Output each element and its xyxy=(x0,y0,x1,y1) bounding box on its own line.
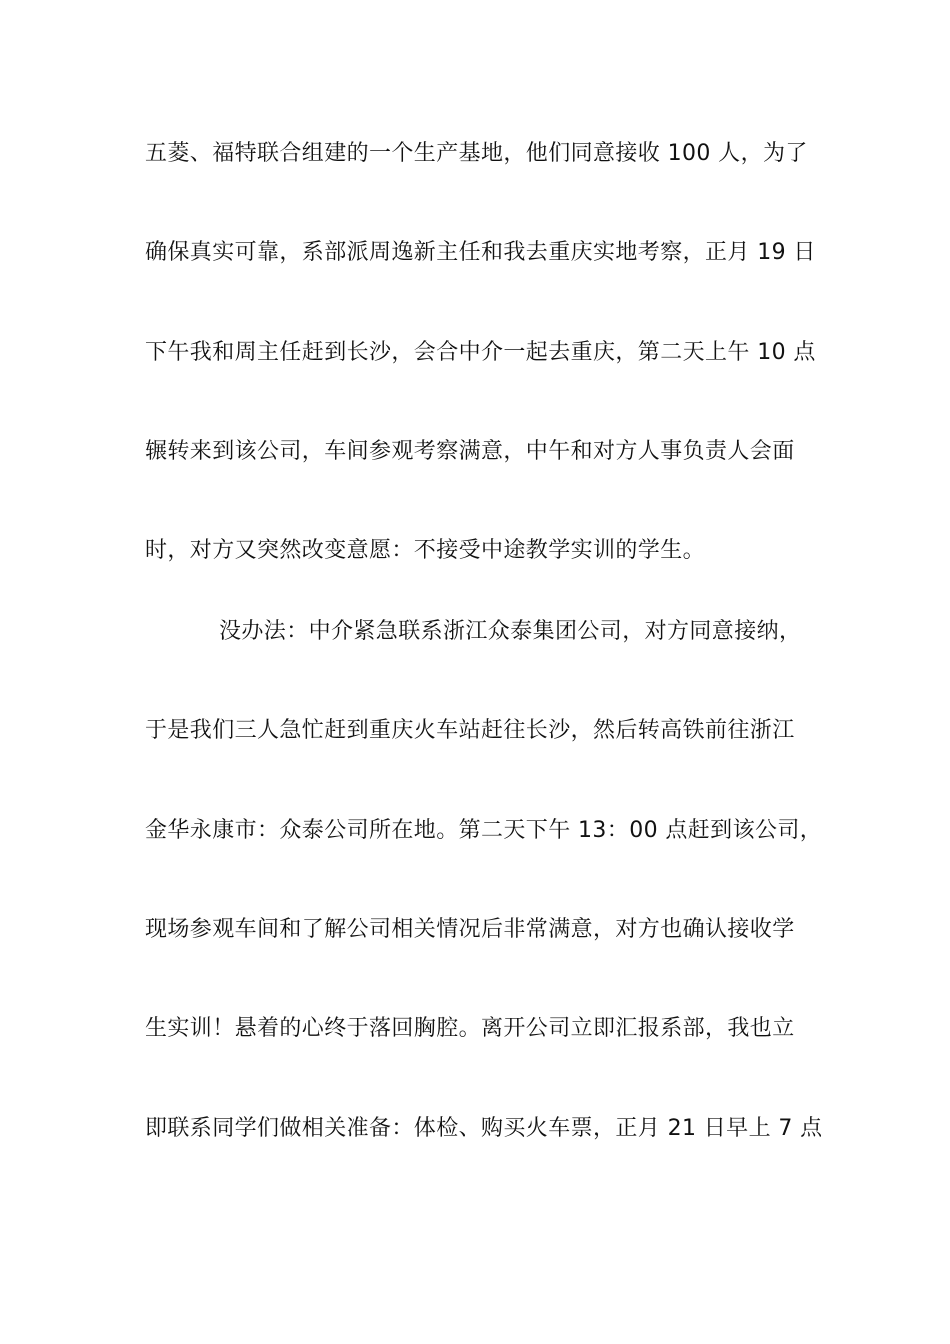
paragraph-start-line: 没办法：中介紧急联系浙江众泰集团公司，对方同意接纳， xyxy=(219,619,802,644)
text-line: 于是我们三人急忙赶到重庆火车站赶往长沙，然后转高铁前往浙江 xyxy=(145,718,795,743)
text-line: 下午我和周主任赶到长沙，会合中介一起去重庆，第二天上午 10 点 xyxy=(145,340,816,365)
text-line: 确保真实可靠，系部派周逸新主任和我去重庆实地考察，正月 19 日 xyxy=(145,240,816,265)
text-line: 即联系同学们做相关准备：体检、购买火车票，正月 21 日早上 7 点 xyxy=(145,1116,823,1141)
text-line: 时，对方又突然改变意愿：不接受中途教学实训的学生。 xyxy=(145,538,706,563)
text-line: 辗转来到该公司，车间参观考察满意，中午和对方人事负责人会面 xyxy=(145,439,795,464)
text-line: 金华永康市：众泰公司所在地。第二天下午 13：00 点赶到该公司， xyxy=(145,818,823,843)
text-line: 现场参观车间和了解公司相关情况后非常满意，对方也确认接收学 xyxy=(145,917,795,942)
text-line: 五菱、福特联合组建的一个生产基地，他们同意接收 100 人，为了 xyxy=(145,141,808,166)
text-line: 生实训！悬着的心终于落回胸腔。离开公司立即汇报系部，我也立 xyxy=(145,1016,795,1041)
